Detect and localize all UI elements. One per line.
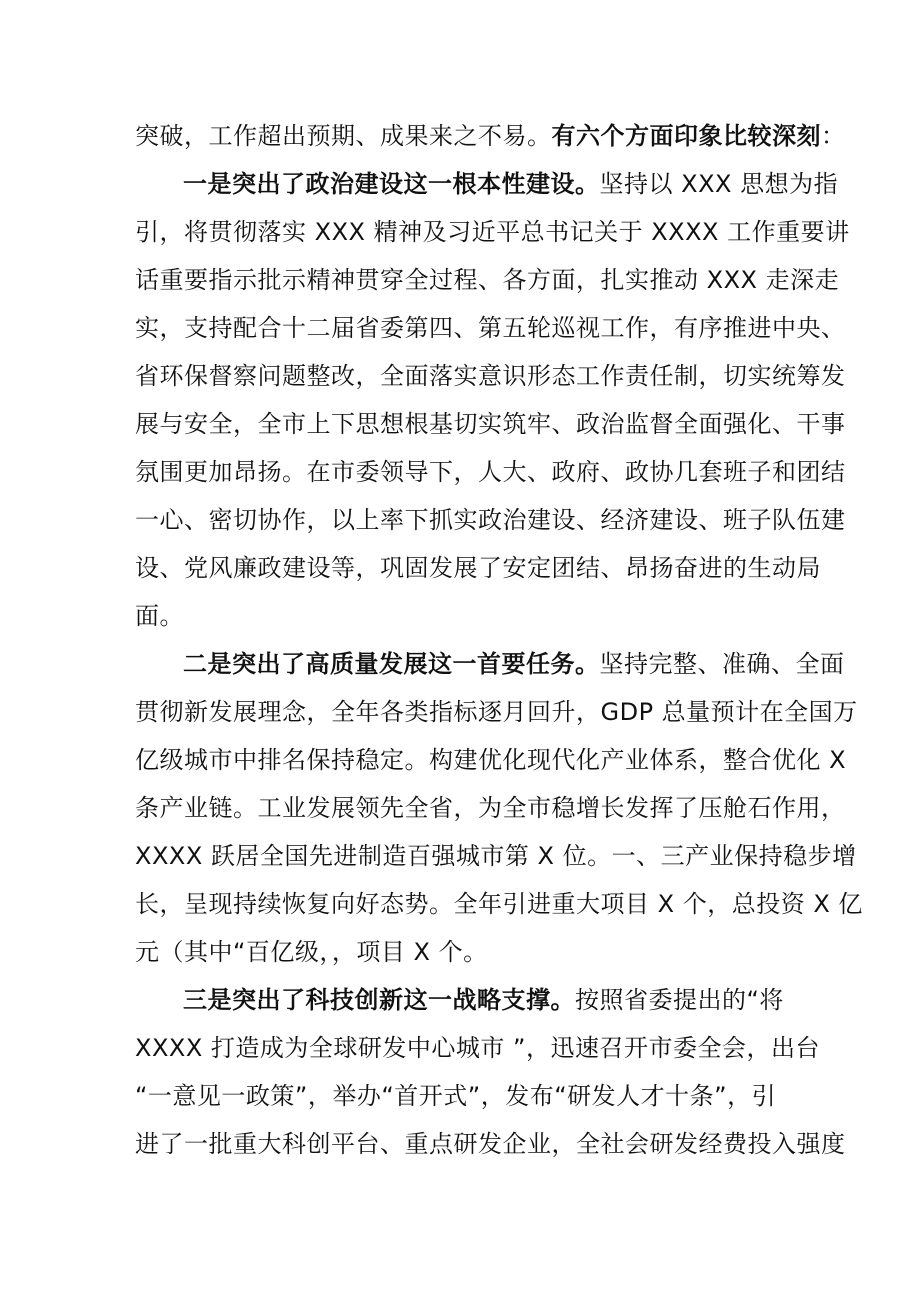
section1-first-line — [183, 166, 843, 202]
section2-first-line-text: 坚持完整、准确、全面 — [599, 650, 845, 678]
section3-first-line-text: 按照省委提出的“将 — [575, 986, 784, 1014]
intro-text: 突破，工作超出预期、成果来之不易。 — [135, 122, 552, 150]
intro-line — [135, 118, 846, 154]
section3-line: 进了一批重大科创平台、重点研发企业，全社会研发经费投入强度 — [135, 1130, 846, 1158]
section1-heading: 一是突出了政治建设这一根本性建设。 — [183, 170, 600, 198]
section1-line: 设、党风廉政建设等，巩固发展了安定团结、昂扬奋进的生动局 — [135, 554, 821, 582]
section1-line: 氛围更加昂扬。在市委领导下，人大、政府、政协几套班子和团结 — [135, 458, 846, 486]
section2-line: 亿级城市中排名保持稳定。构建优化现代化产业体系，整合优化 X — [135, 746, 847, 774]
intro-tail: ： — [821, 122, 846, 150]
section3-line: “一意见一政策”，举办“首开式”，发布“研发人才十条”，引 — [135, 1082, 777, 1110]
section2-line: 元（其中“百亿级，，项目 X 个。 — [135, 938, 488, 966]
section1-line: 话重要指示批示精神贯穿全过程、各方面，扎实推动 XXX 走深走 — [135, 266, 840, 294]
section2-line: 长，呈现持续恢复向好态势。全年引进重大项目 X 个，总投资 X 亿 — [135, 890, 863, 918]
section3-line: XXXX 打造成为全球研发中心城市 ”，迅速召开市委全会，出台 — [135, 1034, 820, 1062]
section3-first-line — [183, 982, 843, 1018]
section1-line: 面。 — [135, 602, 184, 630]
section3-heading: 三是突出了科技创新这一战略支撑。 — [183, 986, 575, 1014]
section2-line: XXXX 跃居全国先进制造百强城市第 X 位。一、三产业保持稳步增 — [135, 842, 857, 870]
section1-line: 引，将贯彻落实 XXX 精神及习近平总书记关于 XXXX 工作重要讲 — [135, 218, 850, 246]
section2-line: 贯彻新发展理念，全年各类指标逐月回升，GDP 总量预计在全国万 — [135, 698, 858, 726]
section1-line: 实，支持配合十二届省委第四、第五轮巡视工作，有序推进中央、 — [135, 314, 846, 342]
section2-first-line — [183, 646, 843, 682]
section1-line: 一心、密切协作，以上率下抓实政治建设、经济建设、班子队伍建 — [135, 506, 846, 534]
intro-bold-text: 有六个方面印象比较深刻 — [551, 122, 821, 150]
section1-line: 省环保督察问题整改，全面落实意识形态工作责任制，切实统筹发 — [135, 362, 846, 390]
section2-heading: 二是突出了高质量发展这一首要任务。 — [183, 650, 600, 678]
section1-first-line-text: 坚持以 XXX 思想为指 — [599, 170, 839, 198]
section1-line: 展与安全，全市上下思想根基切实筑牢、政治监督全面强化、干事 — [135, 410, 846, 438]
section2-line: 条产业链。工业发展领先全省，为全市稳增长发挥了压舱石作用， — [135, 794, 846, 822]
